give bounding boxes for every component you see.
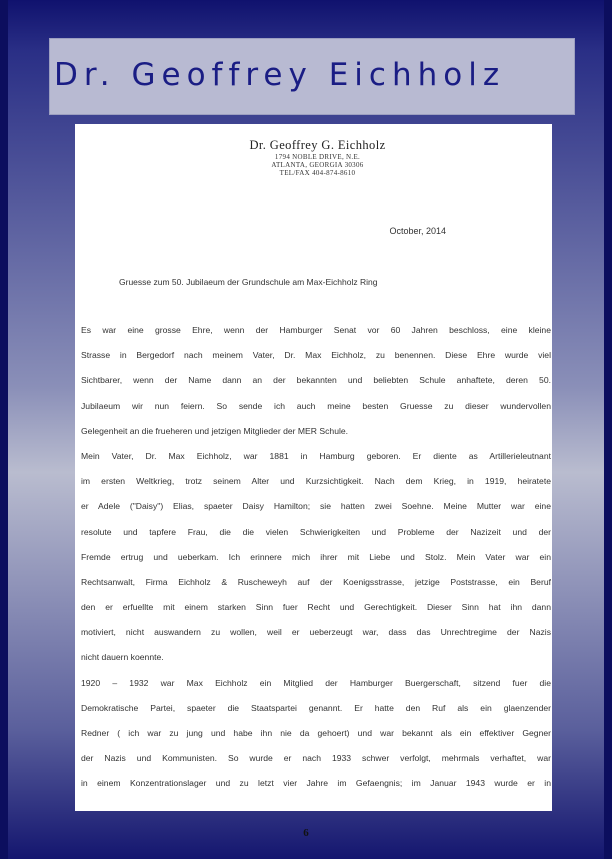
body-line: motiviert, nicht auswandern zu wollen, weil er ueberzeugt war, dass das Unrechtregime der Nazis — [81, 627, 551, 638]
body-line: Rechtsanwalt, Firma Eichholz & Ruscheweyh auf der Koenigsstrasse, jetzige Poststrasse, ein Beruf — [81, 576, 551, 587]
letter-date: October, 2014 — [389, 226, 446, 236]
body-line: 1920 – 1932 war Max Eichholz ein Mitglied der Hamburger Buergerschaft, sitzend fuer die — [81, 677, 551, 688]
letterhead-address-2: ATLANTA, GEORGIA 30306 — [271, 161, 364, 169]
body-line: Jubilaeum wir nun feiern. So sende ich auch meine besten Gruesse zu dieser wundervollen — [81, 400, 551, 411]
body-line: nicht dauern koennte. — [81, 652, 164, 663]
body-line: Gelegenheit an die frueheren und jetzigen Mitglieder der MER Schule. — [81, 425, 349, 436]
body-line: Sichtbarer, wenn der Name dann an der bekannten und beliebten Schule anhaftete, deren 50. — [81, 375, 551, 386]
page-title: Dr. Geoffrey Eichholz — [54, 57, 506, 93]
body-line: Strasse in Bergedorf nach meinem Vater, Dr. Max Eichholz, zu benennen. Diese Ehre wurde viel — [81, 350, 551, 361]
body-line: in einem Konzentrationslager und zu letzt vier Jahre im Gefaengnis; im Januar 1943 wurde er in — [81, 778, 551, 789]
page-number: 6 — [303, 827, 309, 839]
page-frame-left — [0, 0, 8, 859]
body-line: den er erfuellte mit einem starken Sinn fuer Recht und Gerechtigkeit. Dieser Sinn hat ihn dann — [81, 602, 551, 613]
body-line: Es war eine grosse Ehre, wenn der Hamburger Senat vor 60 Jahren beschloss, eine kleine — [81, 325, 551, 335]
letter-subject: Gruesse zum 50. Jubilaeum der Grundschule am Max-Eichholz Ring — [119, 277, 378, 287]
body-line: resolute und tapfere Frau, die die vielen Schwierigkeiten und Probleme der Nazizeit und der — [81, 526, 551, 537]
letter-scan — [75, 124, 552, 811]
letterhead-phone: TEL/FAX 404-874-8610 — [279, 169, 356, 177]
body-line: Fremde ertrug und ueberkam. Ich erinnere mich ihrer mit Liebe und Stolz. Mein Vater war ein — [81, 551, 551, 562]
body-line: Redner ( ich war zu jung und habe ihn nie da gehoert) und war bekannt als ein effektiver Gegner — [81, 728, 551, 738]
body-line: der Nazis und Kommunisten. So wurde er nach 1933 schwer verfolgt, mehrmals verhaftet, war — [81, 753, 551, 764]
letterhead-name: Dr. Geoffrey G. Eichholz — [249, 138, 386, 152]
page-frame-right — [604, 0, 612, 859]
letterhead — [75, 138, 552, 177]
letter-body — [81, 324, 551, 803]
body-line: im ersten Weltkrieg, trotz seinem Alter und Kurzsichtigkeit. Nach dem Krieg, in 1919, heiratete — [81, 476, 551, 487]
body-line: er Adele ("Daisy") Elias, spaeter Daisy Hamilton; sie hatten zwei Soehne. Meine Mutter war eine — [81, 501, 551, 512]
letterhead-address-1: 1794 NOBLE DRIVE, N.E. — [274, 153, 361, 161]
title-banner — [49, 38, 575, 115]
body-line: Demokratische Partei, spaeter die Staatspartei genannt. Er hatte den Ruf als ein glaenzender — [81, 702, 551, 713]
body-line: Mein Vater, Dr. Max Eichholz, war 1881 in Hamburg geboren. Er diente as Artillerieleutnant — [81, 450, 551, 461]
